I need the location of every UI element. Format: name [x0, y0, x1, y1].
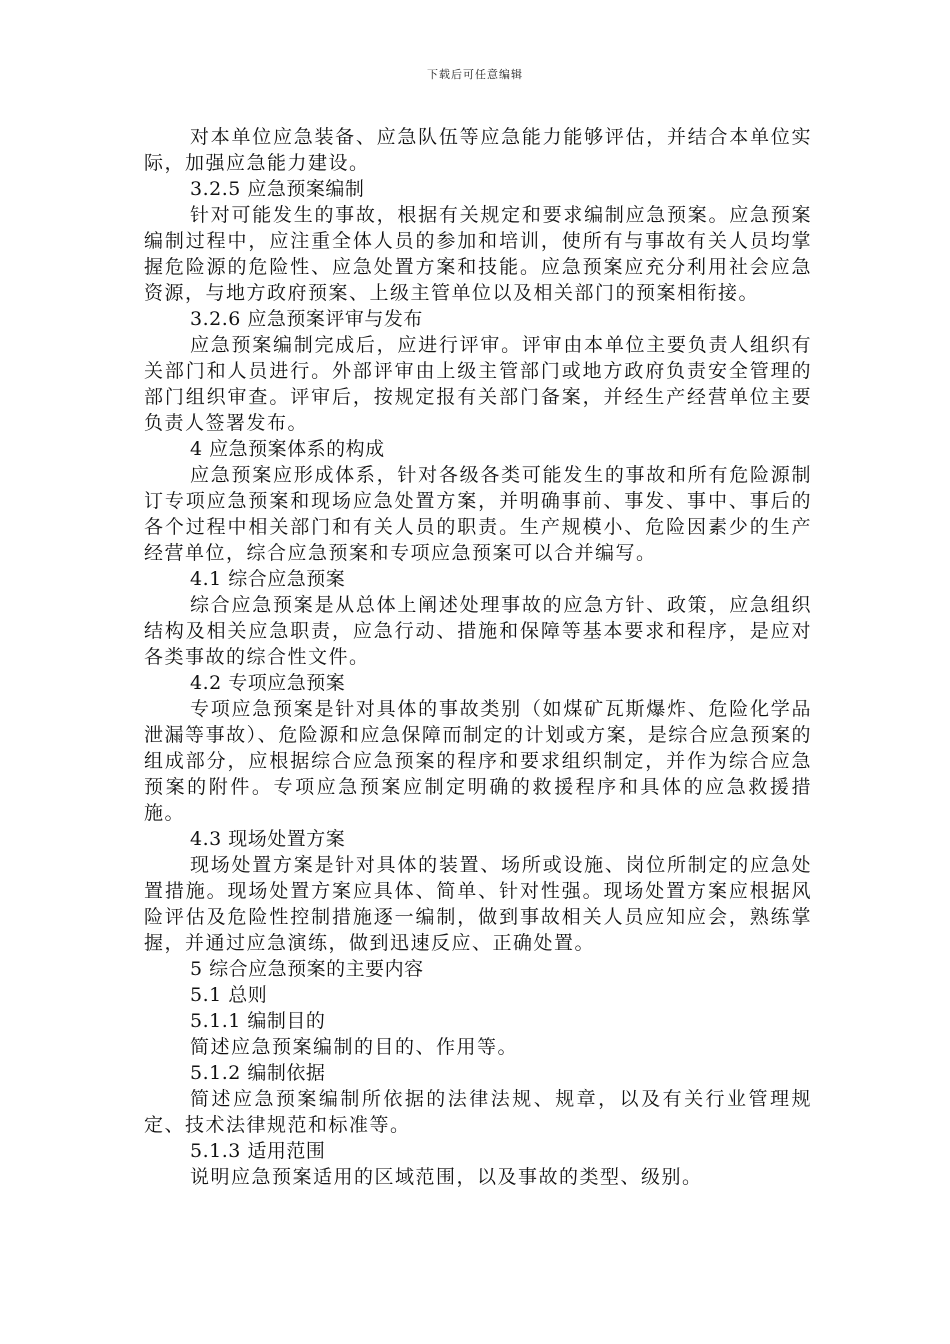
heading-4-3: 4.3 现场处置方案: [190, 828, 346, 850]
paragraph-special-plan: 专项应急预案是针对具体的事故类别（如煤矿瓦斯爆炸、危险化学品泄漏等事故）、危险源和应急保障而制定的计划或方案，是综合应急预案的组成部分，应根据综合应急预案的程序和要求组织制定，并作为综合应急预案的附件。专项应急预案应制定明确的救援程序和具体的应急救援措施。: [144, 698, 812, 824]
heading-5: 5 综合应急预案的主要内容: [190, 958, 424, 980]
heading-3-2-6: 3.2.6 应急预案评审与发布: [190, 308, 423, 330]
page-header-note: 下载后可任意编辑: [427, 68, 523, 81]
heading-4-1: 4.1 综合应急预案: [190, 568, 346, 590]
paragraph-plan-review: 应急预案编制完成后，应进行评审。评审由本单位主要负责人组织有关部门和人员进行。外部评审由上级主管部门或地方政府负责安全管理的部门组织审查。评审后，按规定报有关部门备案，并经生产经营单位主要负责人签署发布。: [144, 334, 812, 434]
heading-4-2: 4.2 专项应急预案: [190, 672, 346, 694]
heading-5-1-1: 5.1.1 编制目的: [190, 1010, 326, 1032]
paragraph-plan-system: 应急预案应形成体系，针对各级各类可能发生的事故和所有危险源制订专项应急预案和现场应急处置方案，并明确事前、事发、事中、事后的各个过程中相关部门和有关人员的职责。生产规模小、危险因素少的生产经营单位，综合应急预案和专项应急预案可以合并编写。: [144, 464, 812, 564]
paragraph-scope: 说明应急预案适用的区域范围，以及事故的类型、级别。: [190, 1166, 703, 1188]
paragraph-basis: 简述应急预案编制所依据的法律法规、规章，以及有关行业管理规定、技术法律规范和标准等。: [144, 1088, 812, 1136]
heading-5-1-2: 5.1.2 编制依据: [190, 1062, 326, 1084]
heading-5-1: 5.1 总则: [190, 984, 268, 1006]
paragraph-comprehensive-plan: 综合应急预案是从总体上阐述处理事故的应急方针、政策，应急组织结构及相关应急职责，应急行动、措施和保障等基本要求和程序，是应对各类事故的综合性文件。: [144, 594, 812, 668]
paragraph-onsite-plan: 现场处置方案是针对具体的装置、场所或设施、岗位所制定的应急处置措施。现场处置方案应具体、简单、针对性强。现场处置方案应根据风险评估及危险性控制措施逐一编制，做到事故相关人员应知应会，熟练掌握，并通过应急演练，做到迅速反应、正确处置。: [144, 854, 812, 954]
heading-4: 4 应急预案体系的构成: [190, 438, 385, 460]
heading-5-1-3: 5.1.3 适用范围: [190, 1140, 326, 1162]
heading-3-2-5: 3.2.5 应急预案编制: [190, 178, 365, 200]
document-body: [144, 124, 812, 1190]
paragraph-plan-compilation: 针对可能发生的事故，根据有关规定和要求编制应急预案。应急预案编制过程中，应注重全体人员的参加和培训，使所有与事故有关人员均掌握危险源的危险性、应急处置方案和技能。应急预案应充分利用社会应急资源，与地方政府预案、上级主管单位以及相关部门的预案相衔接。: [144, 204, 812, 304]
paragraph-purpose: 简述应急预案编制的目的、作用等。: [190, 1036, 519, 1058]
paragraph-emergency-capability: 对本单位应急装备、应急队伍等应急能力能够评估，并结合本单位实际，加强应急能力建设。: [144, 126, 812, 174]
